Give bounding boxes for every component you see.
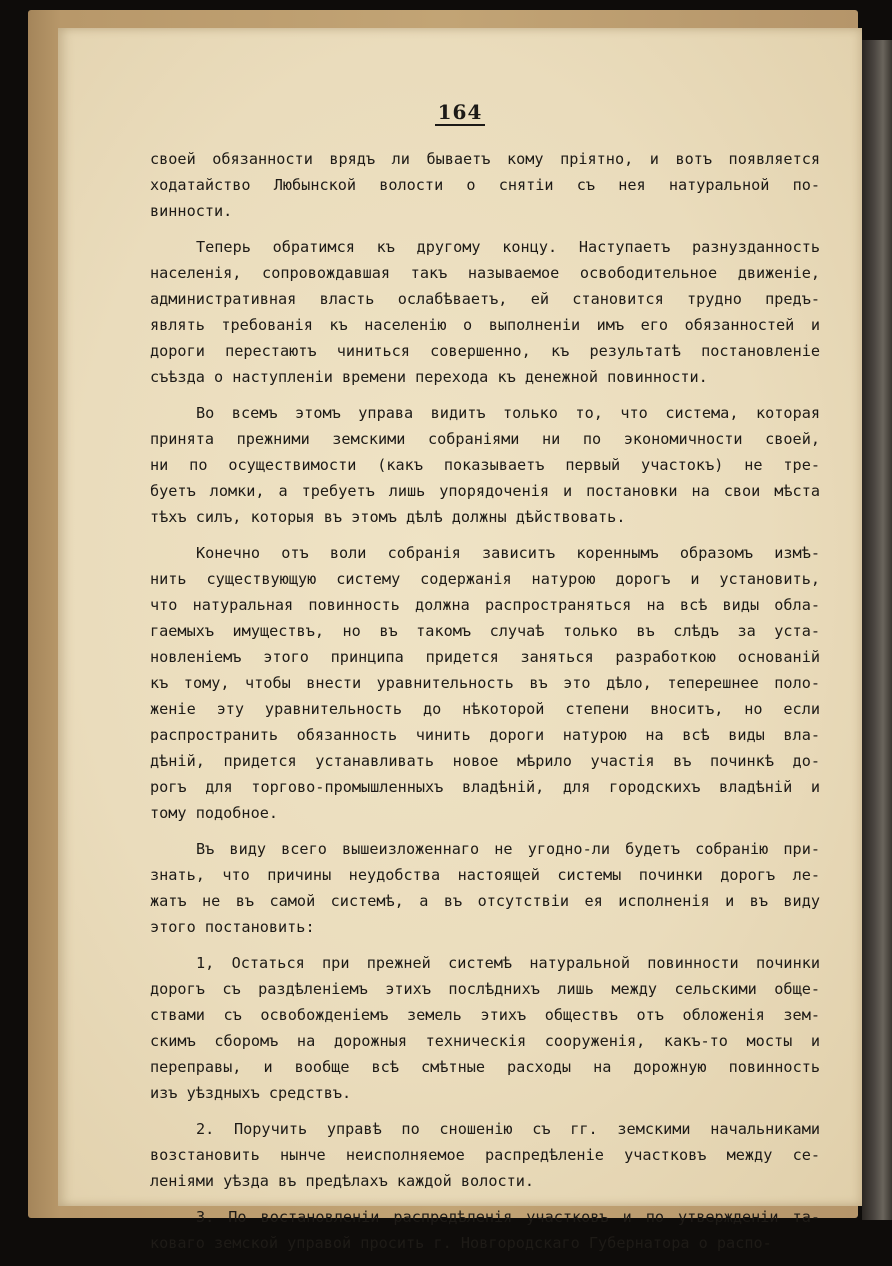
text-line: возстановить нынче неисполняемое распредѣленіе участковъ между се-: [150, 1146, 820, 1164]
text-line: къ тому, чтобы внести уравнительность въ это дѣло, теперешнее поло-: [150, 674, 820, 692]
text-line: переправы, и вообще всѣ смѣтные расходы на дорожную повинность: [150, 1058, 820, 1076]
text-line: этого постановить:: [150, 918, 315, 936]
text-line: Во всемъ этомъ управа видитъ только то, что система, которая: [196, 404, 820, 422]
text-line: жатъ не въ самой системѣ, а въ отсутствіи ея исполненія и въ виду: [150, 892, 820, 910]
paragraph: [150, 1204, 820, 1256]
paragraph: [150, 950, 820, 1106]
text-line: знать, что причины неудобства настоящей системы починки дорогъ ле-: [150, 866, 820, 884]
text-line: населенія, сопровождавшая такъ называемое освободительное движеніе,: [150, 264, 820, 282]
text-line: 3. По востановленіи распредѣленія участковъ и по утвержденіи та-: [196, 1208, 820, 1226]
text-line: ни по осуществимости (какъ показываетъ первый участокъ) не тре-: [150, 456, 820, 474]
text-line: административная власть ослабѣваетъ, ей становится трудно предъ-: [150, 290, 820, 308]
text-line: 2. Поручить управѣ по сношенію съ гг. земскими начальниками: [196, 1120, 820, 1138]
text-line: дѣній, придется устанавливать новое мѣрило участія въ починкѣ до-: [150, 752, 820, 770]
text-line: гаемыхъ имуществъ, но въ такомъ случаѣ только въ слѣдъ за уста-: [150, 622, 820, 640]
text-line: тѣхъ силъ, которыя въ этомъ дѣлѣ должны дѣйствовать.: [150, 508, 626, 526]
page-text-body: [150, 146, 820, 1266]
text-line: дорогъ съ раздѣленіемъ этихъ послѣднихъ лишь между сельскими обще-: [150, 980, 820, 998]
page-number: [58, 100, 862, 124]
paragraph: [150, 146, 820, 224]
text-line: нить существующую систему содержанія натурою дорогъ и установить,: [150, 570, 820, 588]
text-line: буетъ ломки, а требуетъ лишь упорядоченія и постановки на свои мѣста: [150, 482, 820, 500]
text-line: дороги перестаютъ чиниться совершенно, къ результатѣ постановленіе: [150, 342, 820, 360]
text-line: тому подобное.: [150, 804, 279, 822]
text-line: являть требованія къ населенію о выполненіи имъ его обязанностей и: [150, 316, 820, 334]
text-line: леніями уѣзда въ предѣлахъ каждой волости.: [150, 1172, 535, 1190]
paragraph: [150, 540, 820, 826]
text-line: съѣзда о наступленіи времени перехода къ денежной повинности.: [150, 368, 708, 386]
text-line: Теперь обратимся къ другому концу. Наступаетъ разнузданность: [196, 238, 820, 256]
paragraph: [150, 1116, 820, 1194]
text-line: ходатайство Любынской волости о снятіи съ нея натуральной по-: [150, 176, 820, 194]
book-page: [58, 28, 862, 1252]
paragraph: [150, 836, 820, 940]
text-line: своей обязанности врядъ ли бываетъ кому пріятно, и вотъ появляется: [150, 150, 820, 168]
text-line: винности.: [150, 202, 233, 220]
text-line: 1, Остаться при прежней системѣ натуральной повинности починки: [196, 954, 820, 972]
text-line: новленіемъ этого принципа придется заняться разработкою основаній: [150, 648, 820, 666]
text-line: скимъ сборомъ на дорожныя техническія сооруженія, какъ-то мосты и: [150, 1032, 820, 1050]
text-line: что натуральная повинность должна распространяться на всѣ виды обла-: [150, 596, 820, 614]
text-line: рогъ для торгово-промышленныхъ владѣній, для городскихъ владѣній и: [150, 778, 820, 796]
text-line: коваго земской управой просить г. Новгородскаго Губернатора о распо-: [150, 1234, 772, 1252]
page-number-text: 164: [435, 100, 486, 126]
paragraph: [150, 400, 820, 530]
text-line: Въ виду всего вышеизложеннаго не угодно-ли будетъ собранію при-: [196, 840, 820, 858]
text-line: изъ уѣздныхъ средствъ.: [150, 1084, 352, 1102]
paragraph: [150, 234, 820, 390]
text-line: Конечно отъ воли собранія зависитъ кореннымъ образомъ измѣ-: [196, 544, 820, 562]
text-line: распространить обязанность чинить дороги натурою на всѣ виды вла-: [150, 726, 820, 744]
text-line: женіе эту уравнительность до нѣкоторой степени вноситъ, но если: [150, 700, 820, 718]
adjacent-page-edge: [862, 40, 892, 1220]
text-line: принята прежними земскими собраніями ни по экономичности своей,: [150, 430, 820, 448]
text-line: ствами съ освобожденіемъ земель этихъ обществъ отъ обложенія зем-: [150, 1006, 820, 1024]
